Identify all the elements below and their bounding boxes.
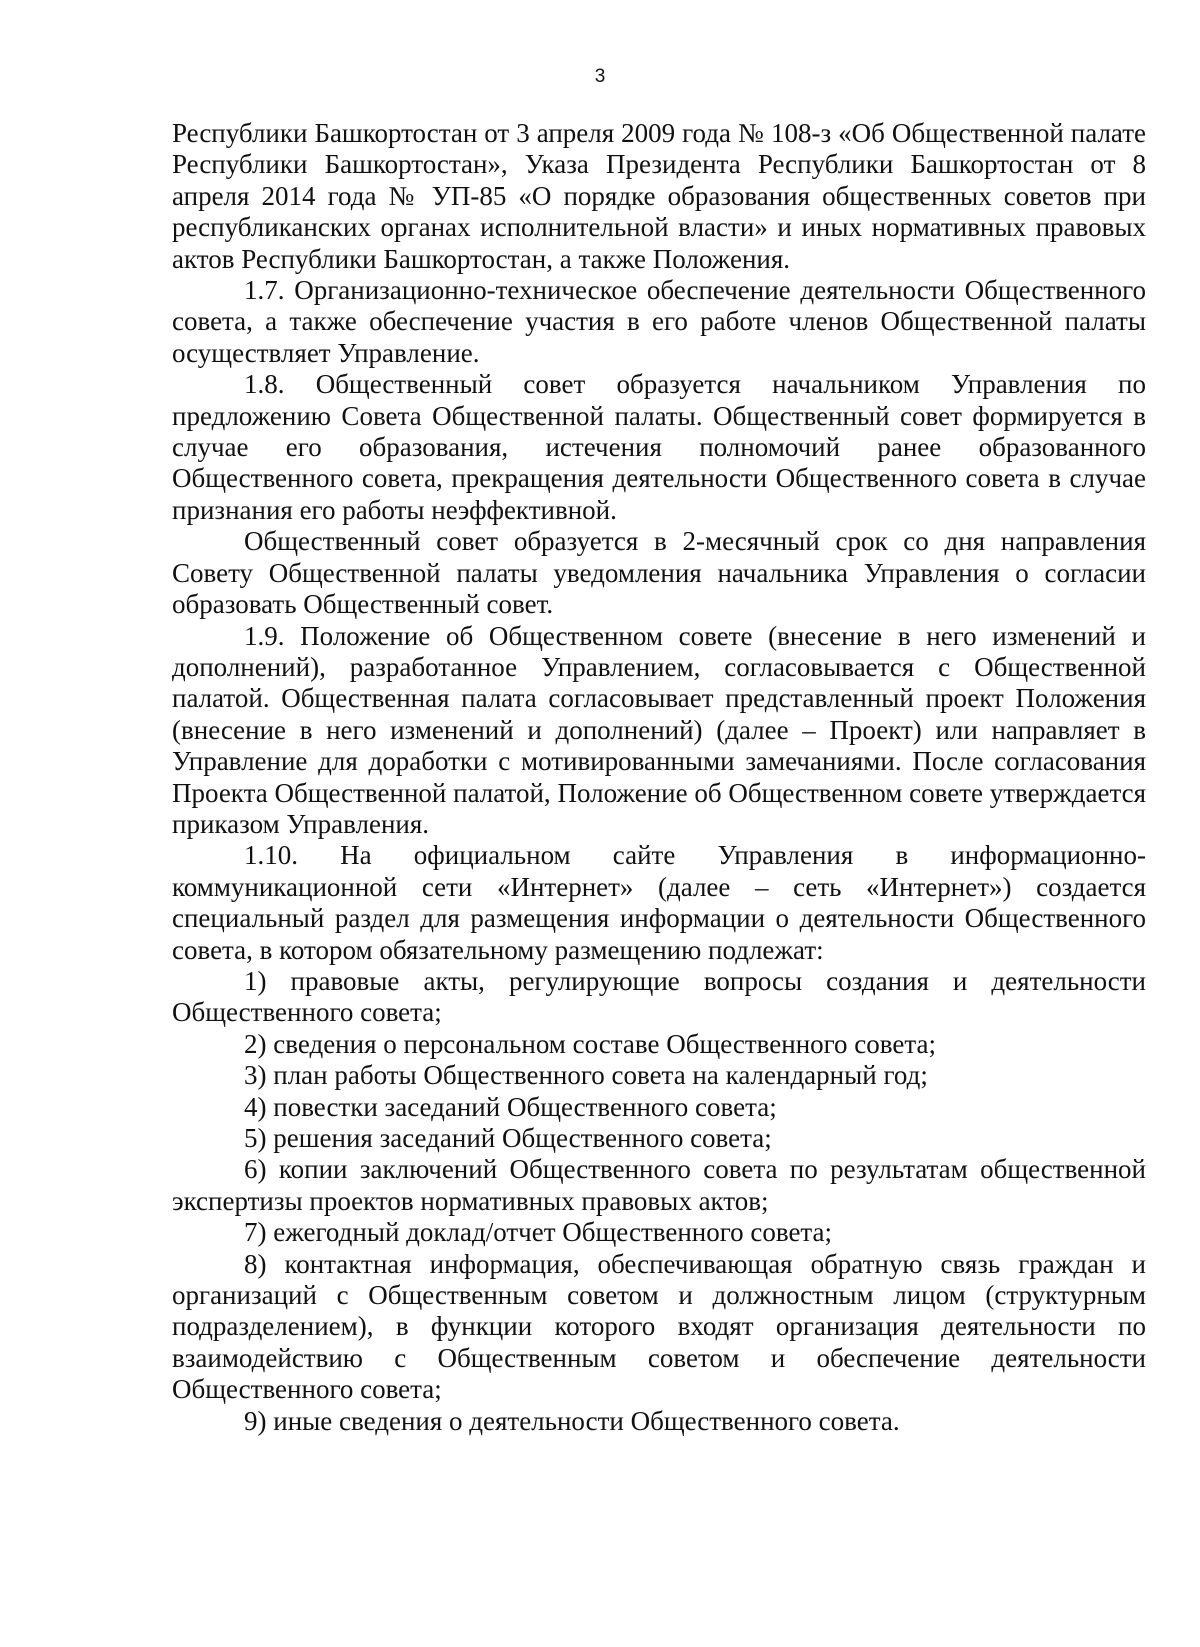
document-body xyxy=(172,118,1146,1437)
list-item-number: 8) xyxy=(244,1248,267,1279)
list-item xyxy=(172,1123,1146,1154)
list-item-text: правовые акты, регулирующие вопросы создания и деятельности Общественного совета; xyxy=(172,965,1146,1028)
list-item-number: 4) xyxy=(244,1091,267,1122)
list-item-number: 6) xyxy=(244,1154,267,1185)
list-item-number: 9) xyxy=(244,1405,267,1436)
list-item xyxy=(172,1406,1146,1437)
list-item-text: копии заключений Общественного совета по результатам общественной экспертизы проектов нормативных правовых актов; xyxy=(172,1154,1147,1216)
paragraph-1-9: 1.9. Положение об Общественном совете (внесение в него изменений и дополнений), разработанное Управлением, согласовывается с Общественной палатой. Общественная палата согласовывает представленный проект Положения (внесение в него изменений и дополнений) (далее – Проект) или направляет в Управление для доработки с мотивированными замечаниями. После согласования Проекта Общественной палатой, Положение об Общественном совете утверждается приказом Управления. xyxy=(172,620,1146,839)
page-number: 3 xyxy=(594,66,606,87)
list-item-text: контактная информация, обеспечивающая обратную связь граждан и организаций с Общественным советом и должностным лицом (структурным подразделением), в функции которого входят организация деятельности по взаимодействию с Общественным советом и обеспечение деятельности Общественного совета; xyxy=(172,1248,1146,1405)
list-item-text: план работы Общественного совета на календарный год; xyxy=(273,1060,928,1091)
list-item-text: сведения о персональном составе Общественного совета; xyxy=(273,1028,936,1059)
list-item-number: 5) xyxy=(244,1123,267,1153)
paragraph-1-8: 1.8. Общественный совет образуется начальником Управления по предложению Совета Общественной палаты. Общественный совет формируется в случае его образования, истечения полномочий ранее образованного Общественного совета, прекращения деятельности Общественного совета в случае признания его работы неэффективной. xyxy=(172,369,1146,525)
paragraph-1-8-continued: Общественный совет образуется в 2-месячный срок со дня направления Совету Общественной палаты уведомления начальника Управления о согласии образовать Общественный совет. xyxy=(172,526,1146,620)
list-item-text: ежегодный доклад/отчет Общественного совета; xyxy=(273,1217,833,1248)
paragraph-1-10: 1.10. На официальном сайте Управления в информационно-коммуникационной сети «Интернет» (далее – сеть «Интернет») создается специальный раздел для размещения информации о деятельности Общественного совета, в котором обязательному размещению подлежат: xyxy=(172,840,1146,965)
list-item xyxy=(172,1154,1146,1217)
list-item-number: 7) xyxy=(244,1217,267,1248)
list-item-text: иные сведения о деятельности Общественного совета. xyxy=(273,1405,900,1436)
list-item xyxy=(172,1217,1146,1248)
list-item xyxy=(172,966,1146,1029)
list-item-number: 3) xyxy=(244,1060,267,1091)
list-item-number: 2) xyxy=(244,1028,267,1059)
list-item xyxy=(172,1249,1146,1406)
paragraph-1-7: 1.7. Организационно-техническое обеспечение деятельности Общественного совета, а также обеспечение участия в его работе членов Общественной палаты осуществляет Управление. xyxy=(172,275,1146,368)
list-item-number: 1) xyxy=(244,965,267,996)
list-item xyxy=(172,1060,1146,1091)
list-item xyxy=(172,1029,1146,1060)
paragraph-continuation: Республики Башкортостан от 3 апреля 2009 года № 108-з «Об Общественной палате Республики Башкортостан», Указа Президента Республики Башкортостан от 8 апреля 2014 года № УП-85 «О порядке образования общественных советов при республиканских органах исполнительной власти» и иных нормативных правовых актов Республики Башкортостан, а также Положения. xyxy=(172,118,1146,274)
list-item-text: решения заседаний Общественного совета; xyxy=(273,1123,772,1153)
list-item xyxy=(172,1092,1146,1123)
list-item-text: повестки заседаний Общественного совета; xyxy=(273,1091,777,1122)
